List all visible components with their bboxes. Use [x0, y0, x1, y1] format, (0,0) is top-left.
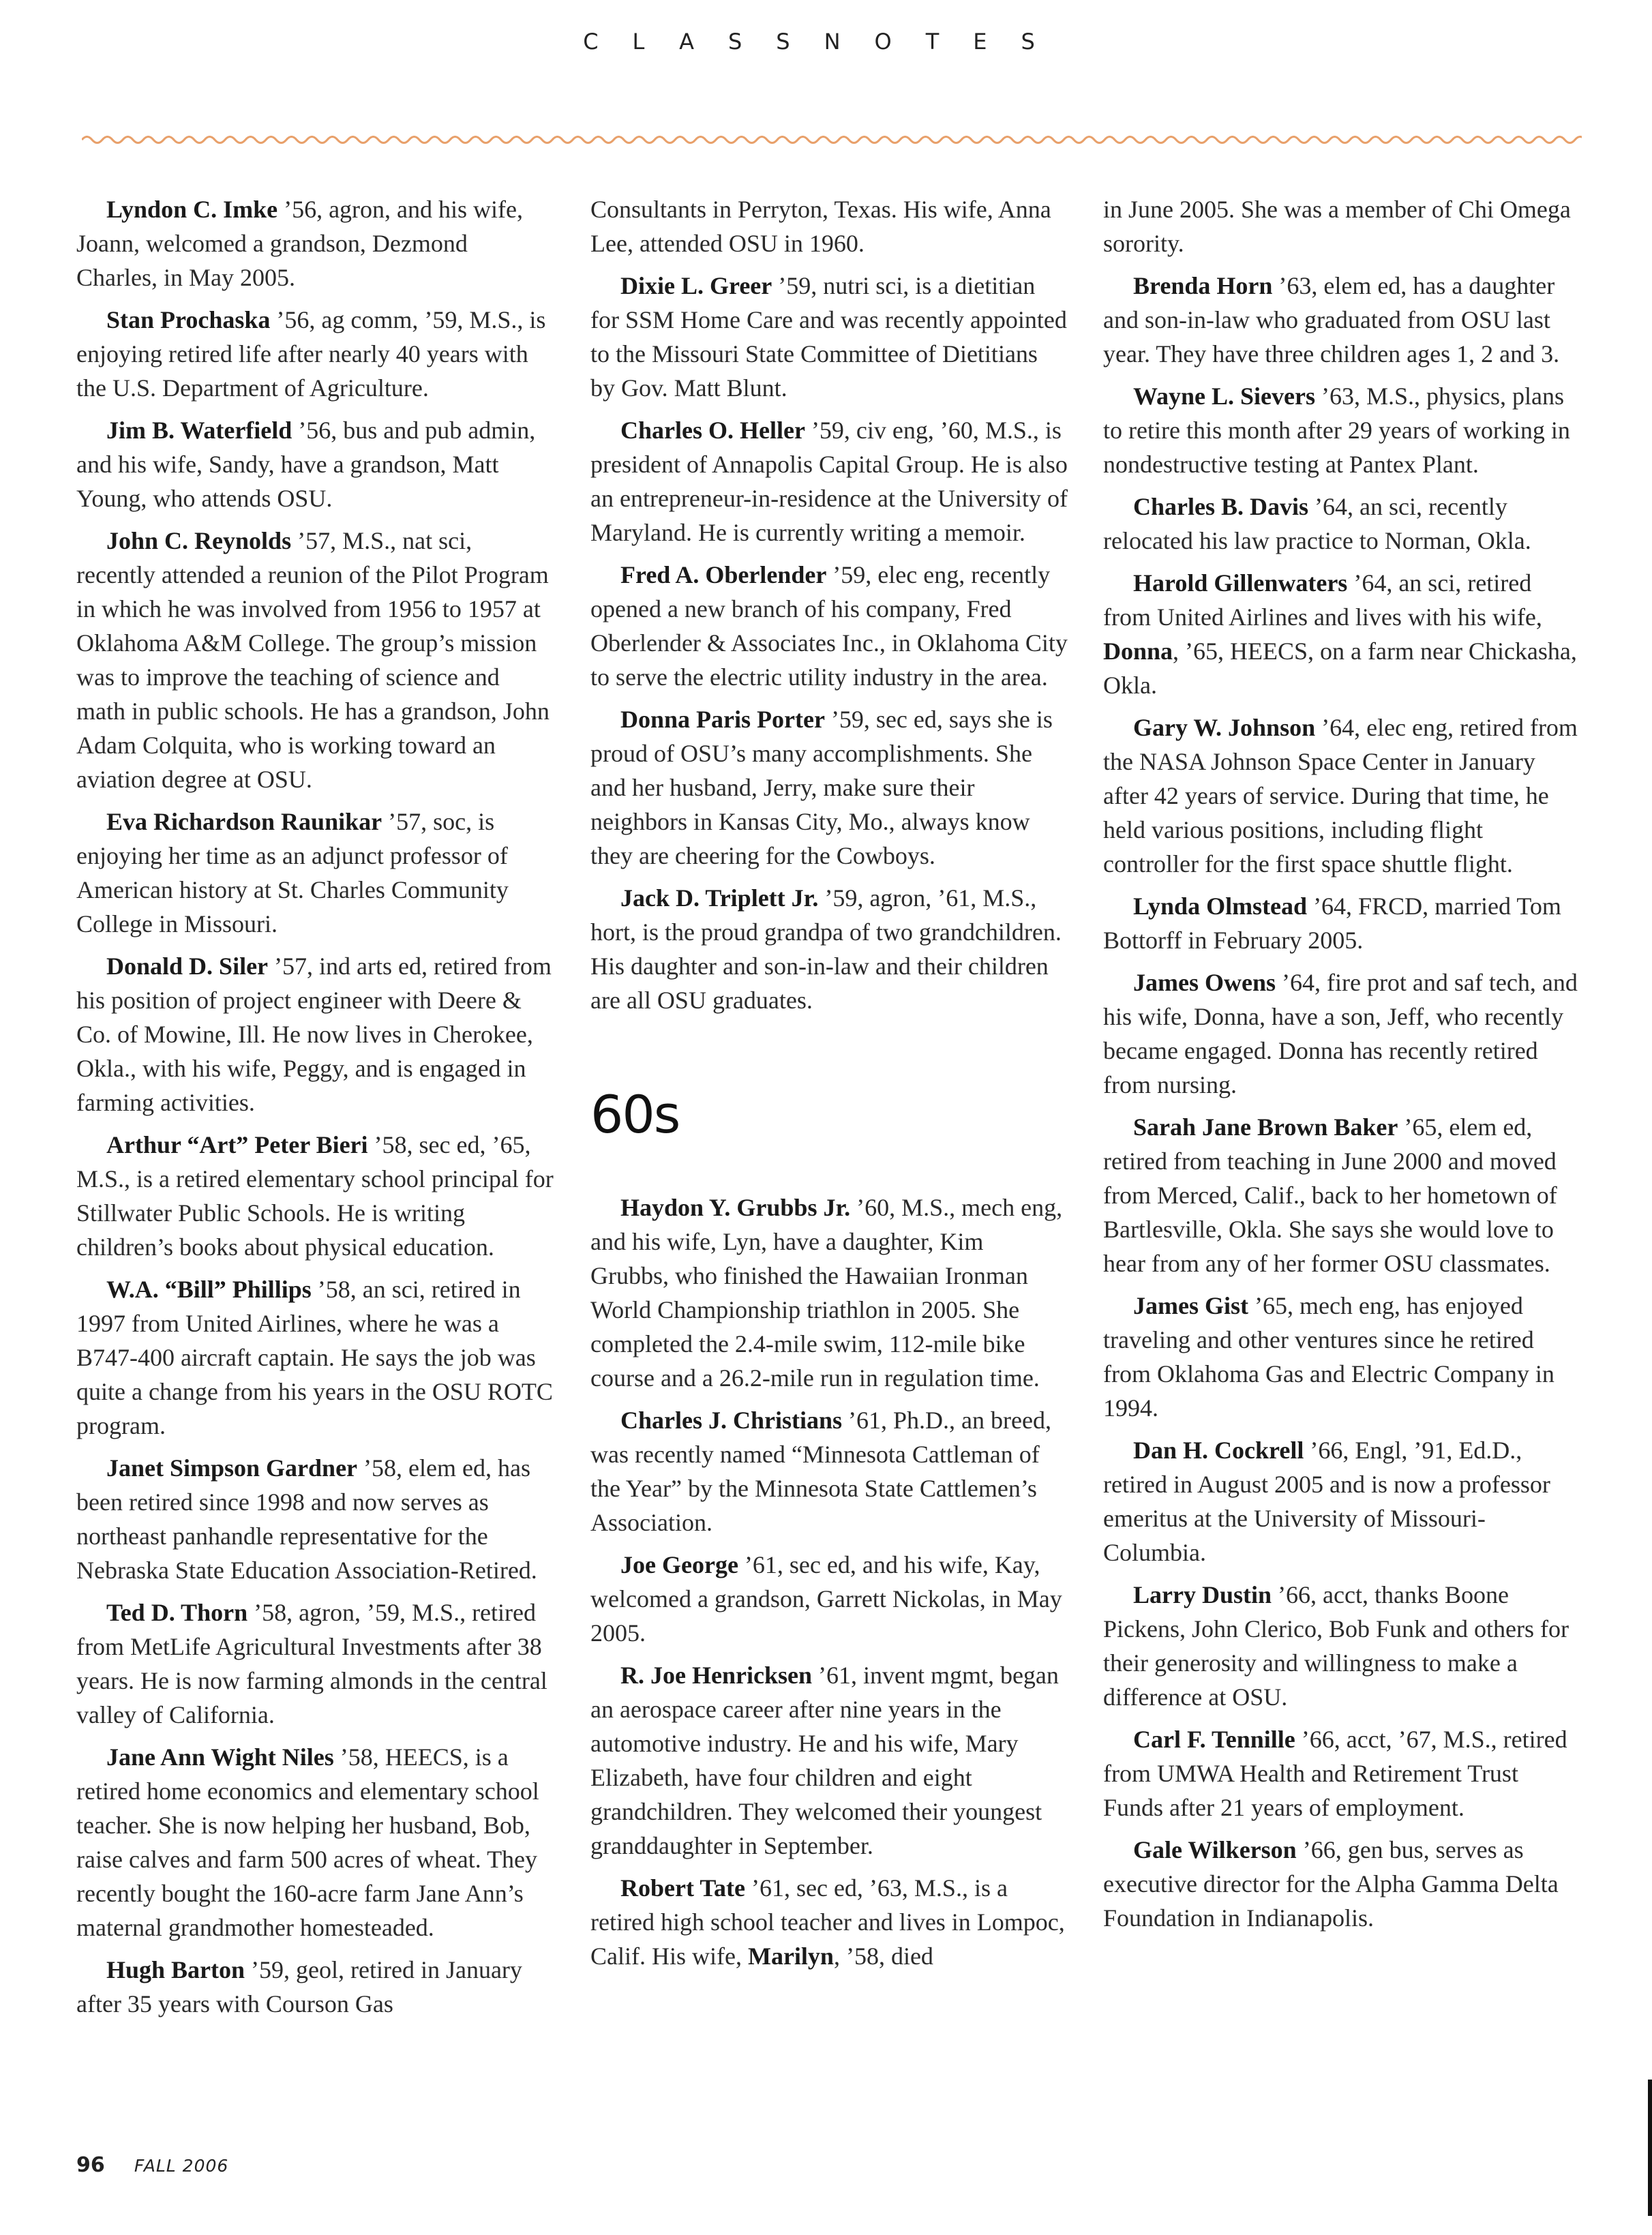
entry-text: ’56, ag comm, ’59, M.S., is enjoying retired life after nearly 40 years with the U.S. Department of Agriculture.	[76, 306, 546, 402]
classnote-entry	[76, 524, 554, 796]
entry-text: ’65, elem ed, retired from teaching in June 2000 and moved from Merced, Calif., back to her hometown of Bartlesville, Okla. She says she would love to hear from any of her former OSU classmates.	[1103, 1113, 1557, 1277]
classnote-entry	[590, 881, 1068, 1017]
classnote-entry	[76, 1451, 554, 1587]
classnote-entry	[76, 1272, 554, 1443]
entry-text: ’65, mech eng, has enjoyed traveling and other ventures since he retired from Oklahoma Gas and Electric Company in 1994.	[1103, 1292, 1555, 1422]
alumni-name: Dixie L. Greer	[620, 272, 772, 299]
alumni-name: Fred A. Oberlender	[620, 561, 827, 588]
classnote-entry	[1103, 379, 1580, 481]
classnote-entry	[1103, 1110, 1580, 1280]
classnote-entry	[76, 1740, 554, 1945]
classnote-entry	[76, 303, 554, 405]
entry-text: ’61, invent mgmt, began an aerospace career after nine years in the automotive industry. He and his wife, Mary Elizabeth, have four children and eight grandchildren. They welcomed their youngest granddaughter in September.	[590, 1662, 1059, 1859]
entry-text: ’57, ind arts ed, retired from his position of project engineer with Deere & Co. of Mowine, Ill. He now lives in Cherokee, Okla., with his wife, Peggy, and is engaged in farming activities.	[76, 952, 552, 1116]
classnote-entry	[1103, 1722, 1580, 1825]
entry-text: ’61, sec ed, ’63, M.S., is a retired high school teacher and lives in Lompoc, Calif. His wife,	[590, 1874, 1065, 1970]
entry-text: ’59, civ eng, ’60, M.S., is president of Annapolis Capital Group. He is also an entrepreneur-in-residence at the University of Maryland. He is currently writing a memoir.	[590, 417, 1068, 546]
entry-text: ’59, elec eng, recently opened a new branch of his company, Fred Oberlender & Associates Inc., in Oklahoma City to serve the electric utility industry in the area.	[590, 561, 1068, 691]
classnote-entry	[1103, 965, 1580, 1102]
entry-text: ’59, geol, retired in January after 35 years with Courson Gas	[76, 1956, 522, 2017]
entry-text: ’59, agron, ’61, M.S., hort, is the proud grandpa of two grandchildren. His daughter and son-in-law and their children are all OSU graduates.	[590, 884, 1062, 1014]
section-header: CLASSNOTES	[583, 29, 1069, 55]
classnote-entry	[1103, 566, 1580, 702]
alumni-name: Charles O. Heller	[620, 417, 805, 444]
alumni-name: Arthur “Art” Peter Bieri	[106, 1131, 368, 1158]
classnote-entry	[1103, 490, 1580, 558]
entry-text: Consultants in Perryton, Texas. His wife, Anna Lee, attended OSU in 1960.	[590, 196, 1051, 257]
alumni-name: Charles J. Christians	[620, 1407, 843, 1434]
alumni-name: Donna	[1103, 638, 1173, 665]
classnote-entry	[76, 192, 554, 295]
alumni-name: Lynda Olmstead	[1133, 892, 1308, 920]
alumni-name: Marilyn	[747, 1942, 834, 1970]
entry-text: ’58, agron, ’59, M.S., retired from MetLife Agricultural Investments after 38 years. He is now farming almonds in the central valley of California.	[76, 1599, 547, 1728]
alumni-name: Dan H. Cockrell	[1133, 1437, 1304, 1464]
alumni-name: Eva Richardson Raunikar	[106, 808, 382, 835]
alumni-name: Donna Paris Porter	[620, 706, 825, 733]
alumni-name: Sarah Jane Brown Baker	[1133, 1113, 1398, 1141]
classnote-entry	[1103, 889, 1580, 957]
entry-text: ’59, nutri sci, is a dietitian for SSM Home Care and was recently appointed to the Missouri State Committee of Dietitians by Gov. Matt Blunt.	[590, 272, 1067, 402]
classnote-entry	[1103, 269, 1580, 371]
entry-text: ’58, sec ed, ’65, M.S., is a retired elementary school principal for Stillwater Public Schools. He is writing children’s books about physical education.	[76, 1131, 554, 1261]
alumni-name: Jim B. Waterfield	[106, 417, 292, 444]
entry-text: in June 2005. She was a member of Chi Omega sorority.	[1103, 196, 1571, 257]
entry-text: ’64, an sci, recently relocated his law practice to Norman, Okla.	[1103, 493, 1531, 554]
entry-text: ’60, M.S., mech eng, and his wife, Lyn, have a daughter, Kim Grubbs, who finished the Hawaiian Ironman World Championship triathlon in 2005. She completed the 2.4-mile swim, 112-mile bike course and a 26.2-mile run in regulation time.	[590, 1194, 1063, 1392]
decade-heading: 60s	[590, 1084, 680, 1145]
entry-text: , ’58, died	[833, 1942, 933, 1970]
classnote-entry	[590, 1548, 1068, 1650]
classnote-entry	[590, 1403, 1068, 1540]
alumni-name: Lyndon C. Imke	[106, 196, 278, 223]
entry-text: ’63, elem ed, has a daughter and son-in-law who graduated from OSU last year. They have three children ages 1, 2 and 3.	[1103, 272, 1560, 368]
decorative-wave-rule	[82, 132, 1582, 148]
entry-text: ’66, acct, thanks Boone Pickens, John Clerico, Bob Funk and others for their generosity and willingness to make a difference at OSU.	[1103, 1581, 1569, 1711]
entry-text: ’66, Engl, ’91, Ed.D., retired in August 2005 and is now a professor emeritus at the University of Missouri-Columbia.	[1103, 1437, 1550, 1566]
alumni-name: Robert Tate	[620, 1874, 745, 1902]
entry-text: ’64, an sci, retired from United Airlines and lives with his wife,	[1103, 569, 1542, 631]
column-2	[590, 192, 1068, 1981]
classnote-entry	[1103, 1289, 1580, 1425]
alumni-name: Gale Wilkerson	[1133, 1836, 1297, 1863]
alumni-name: Gary W. Johnson	[1133, 714, 1316, 741]
classnote-entry	[76, 1595, 554, 1732]
entry-text: ’64, fire prot and saf tech, and his wife, Donna, have a son, Jeff, who recently became engaged. Donna has recently retired from nursing.	[1103, 969, 1578, 1098]
classnote-entry	[590, 1190, 1068, 1395]
classnote-entry	[1103, 192, 1580, 260]
classnote-entry	[1103, 1578, 1580, 1714]
entry-text: ’66, gen bus, serves as executive director for the Alpha Gamma Delta Foundation in Indianapolis.	[1103, 1836, 1559, 1932]
alumni-name: James Gist	[1133, 1292, 1248, 1319]
column-3	[1103, 192, 1580, 1943]
entry-text: ’56, bus and pub admin, and his wife, Sandy, have a grandson, Matt Young, who attends OSU.	[76, 417, 536, 512]
classnote-entry	[590, 1658, 1068, 1863]
entry-text: ’64, elec eng, retired from the NASA Johnson Space Center in January after 42 years of service. During that time, he held various positions, including flight controller for the first space shuttle flight.	[1103, 714, 1578, 877]
classnote-entry	[590, 192, 1068, 260]
alumni-name: Charles B. Davis	[1133, 493, 1309, 520]
classnote-entry	[76, 1953, 554, 2021]
alumni-name: Carl F. Tennille	[1133, 1726, 1295, 1753]
column-1	[76, 192, 554, 2029]
alumni-name: James Owens	[1133, 969, 1276, 996]
entry-text: ’57, M.S., nat sci, recently attended a reunion of the Pilot Program in which he was involved from 1956 to 1957 at Oklahoma A&M College. The group’s mission was to improve the teaching of science and math in public schools. He has a grandson, John Adam Colquita, who is working toward an aviation degree at OSU.	[76, 527, 550, 793]
alumni-name: Ted D. Thorn	[106, 1599, 248, 1626]
page-number: 96	[76, 2153, 105, 2177]
alumni-name: Janet Simpson Gardner	[106, 1454, 358, 1482]
page-edge-mark	[1648, 2080, 1652, 2216]
entry-text: ’58, an sci, retired in 1997 from United Airlines, where he was a B747-400 aircraft captain. He says the job was quite a change from his years in the OSU ROTC program.	[76, 1276, 553, 1439]
classnote-entry	[1103, 1833, 1580, 1935]
entry-text: ’61, sec ed, and his wife, Kay, welcomed a grandson, Garrett Nickolas, in May 2005.	[590, 1551, 1062, 1647]
alumni-name: Stan Prochaska	[106, 306, 271, 333]
entry-text: ’57, soc, is enjoying her time as an adjunct professor of American history at St. Charles Community College in Missouri.	[76, 808, 509, 937]
classnote-entry	[76, 413, 554, 515]
alumni-name: John C. Reynolds	[106, 527, 292, 554]
entry-text: ’66, acct, ’67, M.S., retired from UMWA Health and Retirement Trust Funds after 21 years of employment.	[1103, 1726, 1567, 1821]
alumni-name: Jack D. Triplett Jr.	[620, 884, 819, 912]
issue-label: FALL 2006	[134, 2156, 229, 2176]
classnote-entry	[1103, 710, 1580, 881]
alumni-name: W.A. “Bill” Phillips	[106, 1276, 312, 1303]
alumni-name: Donald D. Siler	[106, 952, 269, 980]
classnote-entry	[590, 269, 1068, 405]
entry-text: , ’65, HEECS, on a farm near Chickasha, Okla.	[1103, 638, 1577, 699]
alumni-name: Joe George	[620, 1551, 738, 1578]
page-footer	[76, 2153, 228, 2177]
entry-text: ’58, HEECS, is a retired home economics and elementary school teacher. She is now helping her husband, Bob, raise calves and farm 500 acres of wheat. They recently bought the 160-acre farm Jane Ann’s maternal grandmother homesteaded.	[76, 1743, 539, 1941]
alumni-name: Larry Dustin	[1133, 1581, 1272, 1608]
classnote-entry	[76, 949, 554, 1120]
entry-text: ’58, elem ed, has been retired since 1998 and now serves as northeast panhandle representative for the Nebraska State Education Association-Retired.	[76, 1454, 537, 1584]
classnote-entry	[590, 1871, 1068, 1973]
classnote-entry	[1103, 1433, 1580, 1570]
alumni-name: Brenda Horn	[1133, 272, 1273, 299]
entry-text: ’61, Ph.D., an breed, was recently named “Minnesota Cattleman of the Year” by the Minnesota State Cattlemen’s Association.	[590, 1407, 1051, 1536]
entry-text: ’64, FRCD, married Tom Bottorff in February 2005.	[1103, 892, 1561, 954]
alumni-name: R. Joe Henricksen	[620, 1662, 812, 1689]
classnote-entry	[590, 413, 1068, 550]
alumni-name: Wayne L. Sievers	[1133, 382, 1315, 410]
alumni-name: Harold Gillenwaters	[1133, 569, 1348, 597]
alumni-name: Haydon Y. Grubbs Jr.	[620, 1194, 851, 1221]
alumni-name: Hugh Barton	[106, 1956, 245, 1983]
classnote-entry	[76, 805, 554, 941]
classnote-entry	[590, 702, 1068, 873]
entry-text: ’59, sec ed, says she is proud of OSU’s many accomplishments. She and her husband, Jerry, make sure their neighbors in Kansas City, Mo., always know they are cheering for the Cowboys.	[590, 706, 1053, 869]
entry-text: ’56, agron, and his wife, Joann, welcomed a grandson, Dezmond Charles, in May 2005.	[76, 196, 524, 291]
classnote-entry	[76, 1128, 554, 1264]
entry-text: ’63, M.S., physics, plans to retire this month after 29 years of working in nondestructive testing at Pantex Plant.	[1103, 382, 1570, 478]
classnote-entry	[590, 558, 1068, 694]
alumni-name: Jane Ann Wight Niles	[106, 1743, 334, 1771]
